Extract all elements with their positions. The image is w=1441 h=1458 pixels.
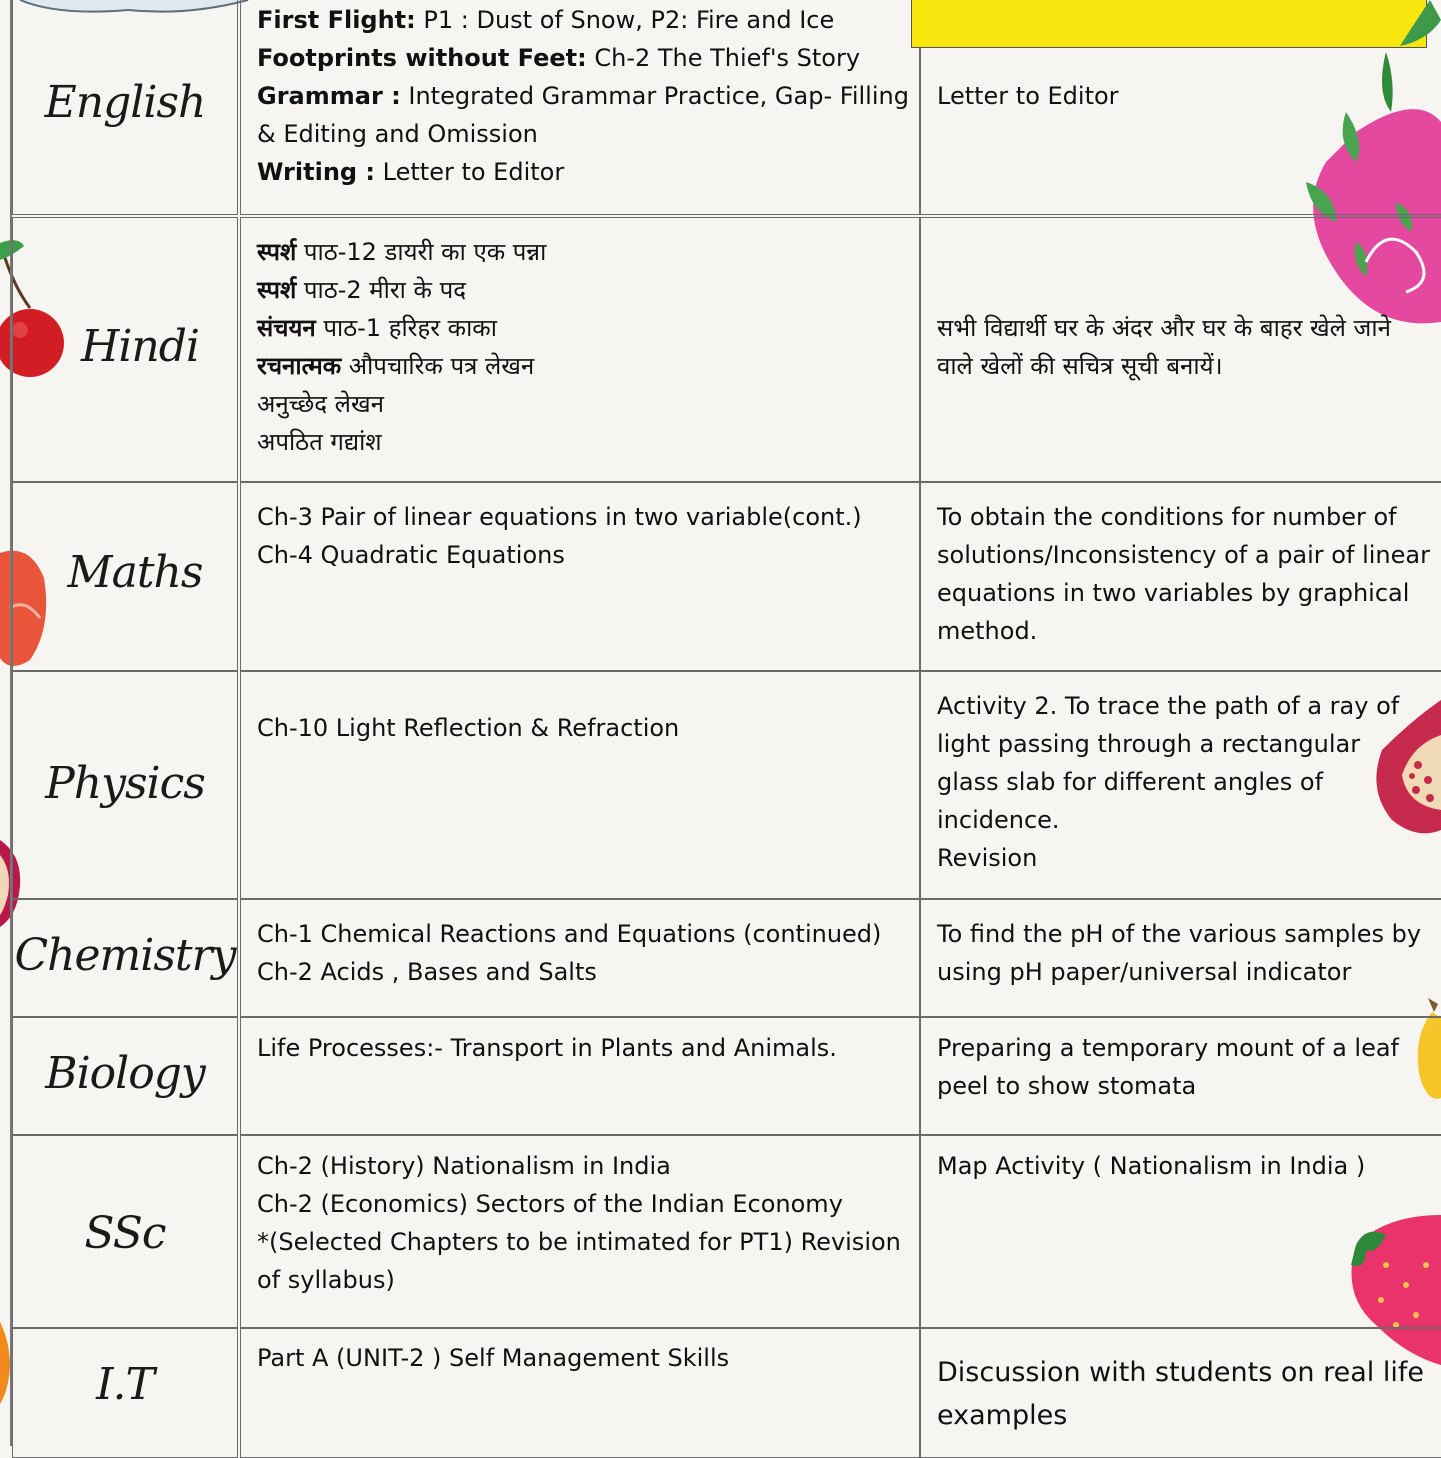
topics-list: [257, 1029, 909, 1067]
topics-cell: [240, 1135, 920, 1328]
subject-name: Chemistry: [14, 930, 236, 981]
row-ssc: [12, 1135, 1441, 1328]
activity-cell: [920, 671, 1441, 899]
topic-line: Ch-10 Light Reflection & Refraction: [257, 714, 680, 742]
topics-cell: [240, 217, 920, 482]
topic-line: Part A (UNIT-2 ) Self Management Skills: [257, 1344, 730, 1372]
topic-line: अपठित गद्यांश: [257, 428, 382, 456]
subject-name: Maths: [67, 547, 203, 598]
row-it: [12, 1328, 1441, 1458]
row-hindi: [12, 217, 1441, 482]
topic-line: Ch-2 (History) Nationalism in India: [257, 1152, 671, 1180]
activity-text: Preparing a temporary mount of a leaf peel to show stomata: [937, 1034, 1399, 1100]
topics-cell: [240, 482, 920, 671]
topic-line: अनुच्छेद लेखन: [257, 390, 384, 418]
activity-cell: [920, 899, 1441, 1017]
topic-line: Grammar : Integrated Grammar Practice, Gap- Filling: [257, 82, 909, 110]
subject-cell: [12, 671, 238, 899]
leaf-icon: [1400, 0, 1441, 48]
activity-cell: [920, 1328, 1441, 1458]
topic-line: Life Processes:- Transport in Plants and Animals.: [257, 1034, 837, 1062]
subject-name: Hindi: [80, 321, 200, 372]
subject-cell: [12, 1135, 238, 1328]
schedule-table: [10, 0, 1441, 1446]
topics-list: [257, 709, 909, 747]
activity-text: Discussion with students on real life examples: [937, 1357, 1424, 1431]
subject-cell: [12, 217, 238, 482]
topics-cell: [240, 671, 920, 899]
row-biology: [12, 1017, 1441, 1135]
topics-list: [257, 1147, 901, 1299]
topic-line: Ch-3 Pair of linear equations in two variable(cont.): [257, 503, 862, 531]
activity-cell: [920, 1135, 1441, 1328]
topics-list: [257, 498, 909, 574]
topic-line: Ch-1 Chemical Reactions and Equations (continued): [257, 920, 882, 948]
topics-cell: [240, 1017, 920, 1135]
activity-text: To obtain the conditions for number of solutions/Inconsistency of a pair of linear equations in two variables by graphical method.: [937, 503, 1430, 645]
subject-cell: [12, 1017, 238, 1135]
subject-cell: [12, 1328, 238, 1458]
activity-cell: [920, 1017, 1441, 1135]
topic-line: Ch-2 Acids , Bases and Salts: [257, 958, 597, 986]
topic-line: Ch-2 (Economics) Sectors of the Indian Economy: [257, 1190, 843, 1218]
topic-line: *(Selected Chapters to be intimated for PT1) Revision of syllabus): [257, 1228, 901, 1294]
subject-name: Physics: [45, 758, 205, 809]
subject-name: English: [44, 77, 206, 128]
activity-text: To find the pH of the various samples by using pH paper/universal indicator: [937, 920, 1422, 986]
yellow-note: [911, 0, 1427, 48]
topics-list: [257, 1339, 909, 1377]
activity-text: Map Activity ( Nationalism in India ): [937, 1152, 1366, 1180]
topic-line: First Flight: P1 : Dust of Snow, P2: Fire and Ice: [257, 6, 835, 34]
activity-text: सभी विद्यार्थी घर के अंदर और घर के बाहर खेले जाने वाले खेलों की सचित्र सूची बनायें।: [937, 314, 1391, 380]
topics-cell: [240, 1328, 920, 1458]
topic-line: रचनात्मक औपचारिक पत्र लेखन: [257, 352, 535, 380]
subject-name: Biology: [45, 1048, 205, 1099]
activity-text: Letter to Editor: [937, 82, 1119, 110]
topics-list: [257, 1, 909, 191]
activity-cell: [920, 482, 1441, 671]
activity-cell: [920, 217, 1441, 482]
topic-line: संचयन पाठ-1 हरिहर काका: [257, 314, 497, 342]
subject-cell: [12, 899, 238, 1017]
subject-name: I.T: [96, 1359, 154, 1410]
topic-line: स्पर्श पाठ-2 मीरा के पद: [257, 276, 466, 304]
topic-line: स्पर्श पाठ-12 डायरी का एक पन्ना: [257, 238, 547, 266]
topics-list: [257, 915, 909, 991]
subject-cell: [12, 482, 238, 671]
topic-line: Ch-4 Quadratic Equations: [257, 541, 565, 569]
topics-cell: [240, 0, 920, 215]
topic-line: & Editing and Omission: [257, 120, 538, 148]
activity-text: Activity 2. To trace the path of a ray of light passing through a rectangular glass slab for different angles of incidence. Revision: [937, 692, 1400, 872]
topics-cell: [240, 899, 920, 1017]
subject-cell: [12, 0, 238, 215]
subject-name: SSc: [84, 1208, 166, 1259]
topic-line: Writing : Letter to Editor: [257, 158, 565, 186]
row-chemistry: [12, 899, 1441, 1017]
topic-line: Footprints without Feet: Ch-2 The Thief's Story: [257, 44, 861, 72]
topics-list: [257, 233, 909, 461]
row-physics: [12, 671, 1441, 899]
row-maths: [12, 482, 1441, 671]
